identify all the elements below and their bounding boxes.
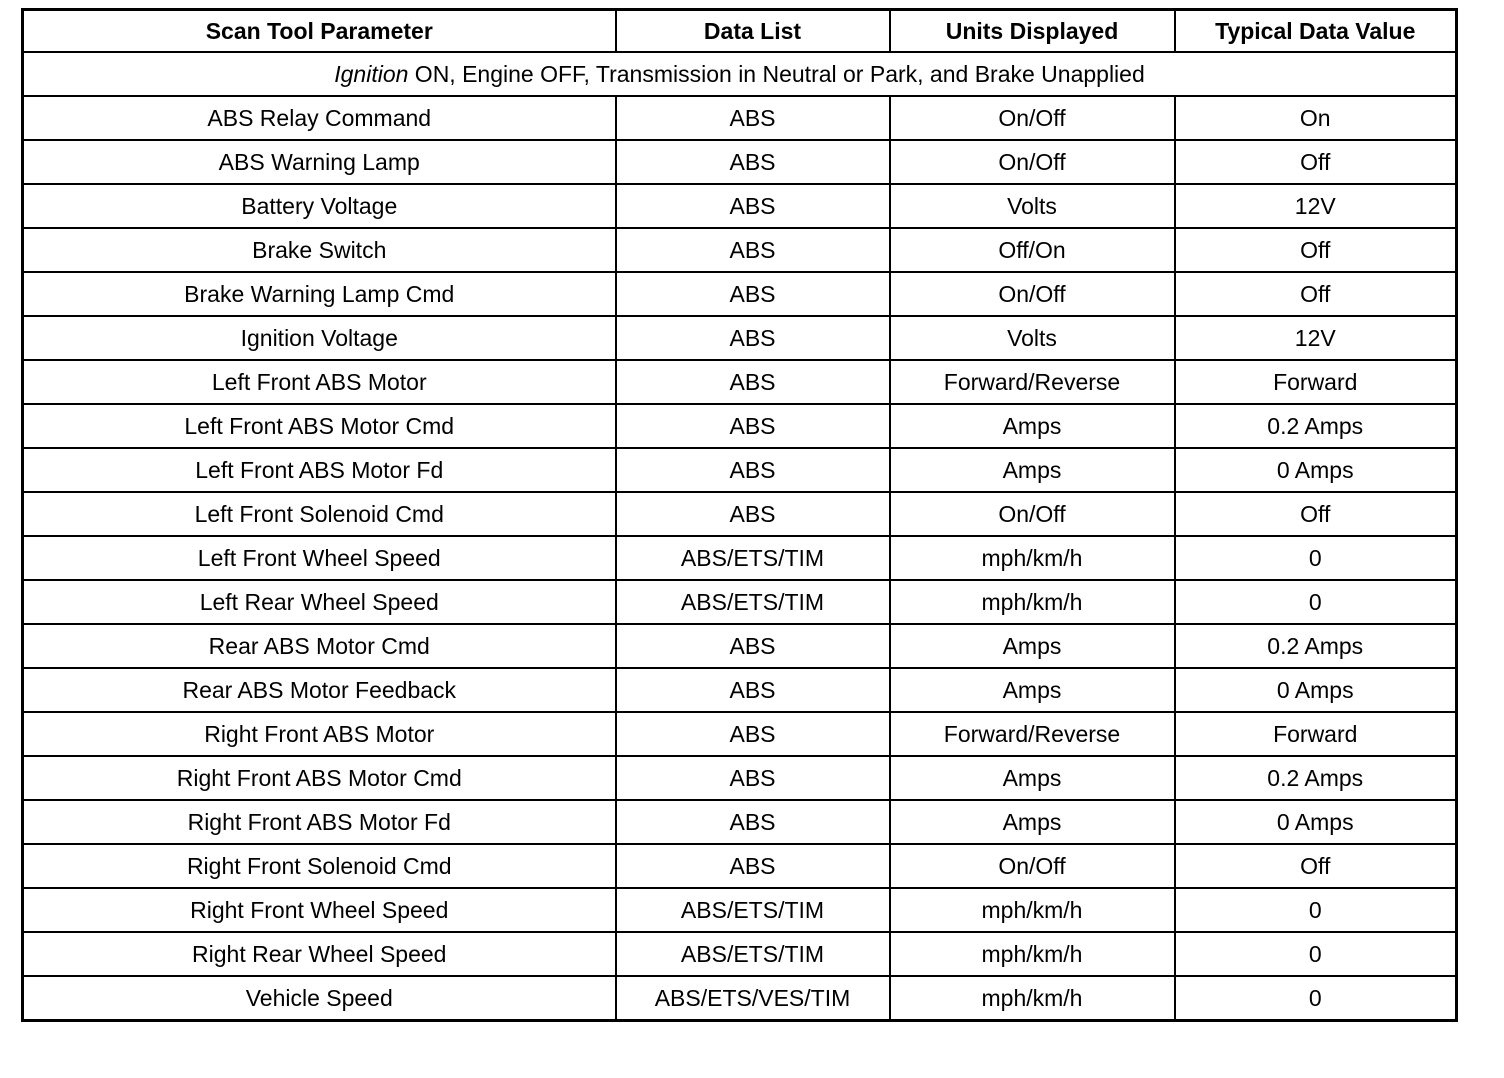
cell-parameter: Brake Switch	[23, 228, 616, 272]
test-condition	[23, 52, 1457, 96]
cell-parameter: Vehicle Speed	[23, 976, 616, 1021]
header-row	[23, 10, 1457, 53]
cell-typical-value: 0	[1175, 580, 1457, 624]
cell-parameter: Left Front ABS Motor Cmd	[23, 404, 616, 448]
table-row	[23, 888, 1457, 932]
cell-units: Amps	[890, 624, 1175, 668]
cell-data-list: ABS	[616, 316, 890, 360]
cell-units: On/Off	[890, 844, 1175, 888]
table-row	[23, 492, 1457, 536]
cell-parameter: Brake Warning Lamp Cmd	[23, 272, 616, 316]
condition-italic-part: Ignition	[334, 60, 409, 87]
cell-parameter: Rear ABS Motor Cmd	[23, 624, 616, 668]
table-row	[23, 360, 1457, 404]
cell-data-list: ABS/ETS/VES/TIM	[616, 976, 890, 1021]
table-row	[23, 536, 1457, 580]
cell-units: On/Off	[890, 272, 1175, 316]
cell-units: Amps	[890, 668, 1175, 712]
table-row	[23, 800, 1457, 844]
cell-typical-value: 0.2 Amps	[1175, 404, 1457, 448]
cell-typical-value: 0	[1175, 536, 1457, 580]
cell-parameter: ABS Warning Lamp	[23, 140, 616, 184]
cell-parameter: ABS Relay Command	[23, 96, 616, 140]
table-row	[23, 96, 1457, 140]
cell-typical-value: Forward	[1175, 712, 1457, 756]
scan-tool-data-table	[21, 8, 1458, 1022]
cell-typical-value: Off	[1175, 140, 1457, 184]
cell-parameter: Right Front Solenoid Cmd	[23, 844, 616, 888]
cell-data-list: ABS	[616, 184, 890, 228]
table-row	[23, 712, 1457, 756]
header-data-list: Data List	[616, 10, 890, 53]
cell-parameter: Left Front ABS Motor Fd	[23, 448, 616, 492]
cell-typical-value: Forward	[1175, 360, 1457, 404]
cell-units: Forward/Reverse	[890, 360, 1175, 404]
header-typical-data-value: Typical Data Value	[1175, 10, 1457, 53]
cell-parameter: Left Front ABS Motor	[23, 360, 616, 404]
cell-units: Volts	[890, 316, 1175, 360]
cell-units: mph/km/h	[890, 536, 1175, 580]
cell-typical-value: Off	[1175, 228, 1457, 272]
table-row	[23, 844, 1457, 888]
cell-typical-value: Off	[1175, 272, 1457, 316]
cell-data-list: ABS	[616, 712, 890, 756]
condition-row	[23, 52, 1457, 96]
cell-data-list: ABS	[616, 800, 890, 844]
cell-units: On/Off	[890, 140, 1175, 184]
cell-data-list: ABS	[616, 140, 890, 184]
cell-data-list: ABS	[616, 624, 890, 668]
cell-data-list: ABS	[616, 272, 890, 316]
cell-data-list: ABS/ETS/TIM	[616, 580, 890, 624]
cell-parameter: Left Rear Wheel Speed	[23, 580, 616, 624]
cell-data-list: ABS/ETS/TIM	[616, 932, 890, 976]
cell-units: Off/On	[890, 228, 1175, 272]
table-row	[23, 140, 1457, 184]
cell-parameter: Left Front Solenoid Cmd	[23, 492, 616, 536]
cell-typical-value: 0.2 Amps	[1175, 756, 1457, 800]
header-units-displayed: Units Displayed	[890, 10, 1175, 53]
cell-data-list: ABS	[616, 360, 890, 404]
table-row	[23, 756, 1457, 800]
cell-units: mph/km/h	[890, 976, 1175, 1021]
cell-units: On/Off	[890, 492, 1175, 536]
condition-rest: ON, Engine OFF, Transmission in Neutral or Park, and Brake Unapplied	[408, 60, 1145, 87]
table-row	[23, 580, 1457, 624]
cell-units: mph/km/h	[890, 580, 1175, 624]
cell-units: On/Off	[890, 96, 1175, 140]
cell-typical-value: 12V	[1175, 184, 1457, 228]
cell-parameter: Ignition Voltage	[23, 316, 616, 360]
cell-units: Volts	[890, 184, 1175, 228]
cell-parameter: Right Rear Wheel Speed	[23, 932, 616, 976]
header-scan-tool-parameter: Scan Tool Parameter	[23, 10, 616, 53]
table-row	[23, 316, 1457, 360]
cell-typical-value: 0 Amps	[1175, 668, 1457, 712]
cell-typical-value: 0 Amps	[1175, 800, 1457, 844]
cell-data-list: ABS	[616, 756, 890, 800]
table-row	[23, 448, 1457, 492]
table-row	[23, 976, 1457, 1021]
cell-units: Amps	[890, 404, 1175, 448]
cell-parameter: Right Front Wheel Speed	[23, 888, 616, 932]
cell-typical-value: 12V	[1175, 316, 1457, 360]
cell-data-list: ABS	[616, 228, 890, 272]
cell-data-list: ABS/ETS/TIM	[616, 888, 890, 932]
cell-units: Amps	[890, 448, 1175, 492]
table-row	[23, 184, 1457, 228]
cell-parameter: Right Front ABS Motor Fd	[23, 800, 616, 844]
cell-typical-value: On	[1175, 96, 1457, 140]
cell-data-list: ABS	[616, 404, 890, 448]
cell-data-list: ABS	[616, 668, 890, 712]
cell-typical-value: 0.2 Amps	[1175, 624, 1457, 668]
cell-units: mph/km/h	[890, 888, 1175, 932]
cell-units: Amps	[890, 800, 1175, 844]
cell-units: Amps	[890, 756, 1175, 800]
table-row	[23, 932, 1457, 976]
cell-units: Forward/Reverse	[890, 712, 1175, 756]
table-row	[23, 272, 1457, 316]
cell-typical-value: 0	[1175, 888, 1457, 932]
cell-typical-value: 0	[1175, 976, 1457, 1021]
cell-parameter: Right Front ABS Motor	[23, 712, 616, 756]
table-row	[23, 668, 1457, 712]
cell-data-list: ABS	[616, 96, 890, 140]
cell-data-list: ABS	[616, 492, 890, 536]
table-row	[23, 624, 1457, 668]
cell-parameter: Rear ABS Motor Feedback	[23, 668, 616, 712]
cell-data-list: ABS/ETS/TIM	[616, 536, 890, 580]
cell-parameter: Left Front Wheel Speed	[23, 536, 616, 580]
cell-parameter: Battery Voltage	[23, 184, 616, 228]
cell-typical-value: Off	[1175, 492, 1457, 536]
table-row	[23, 228, 1457, 272]
cell-typical-value: 0	[1175, 932, 1457, 976]
cell-typical-value: Off	[1175, 844, 1457, 888]
cell-typical-value: 0 Amps	[1175, 448, 1457, 492]
cell-parameter: Right Front ABS Motor Cmd	[23, 756, 616, 800]
cell-data-list: ABS	[616, 844, 890, 888]
cell-data-list: ABS	[616, 448, 890, 492]
cell-units: mph/km/h	[890, 932, 1175, 976]
table-row	[23, 404, 1457, 448]
